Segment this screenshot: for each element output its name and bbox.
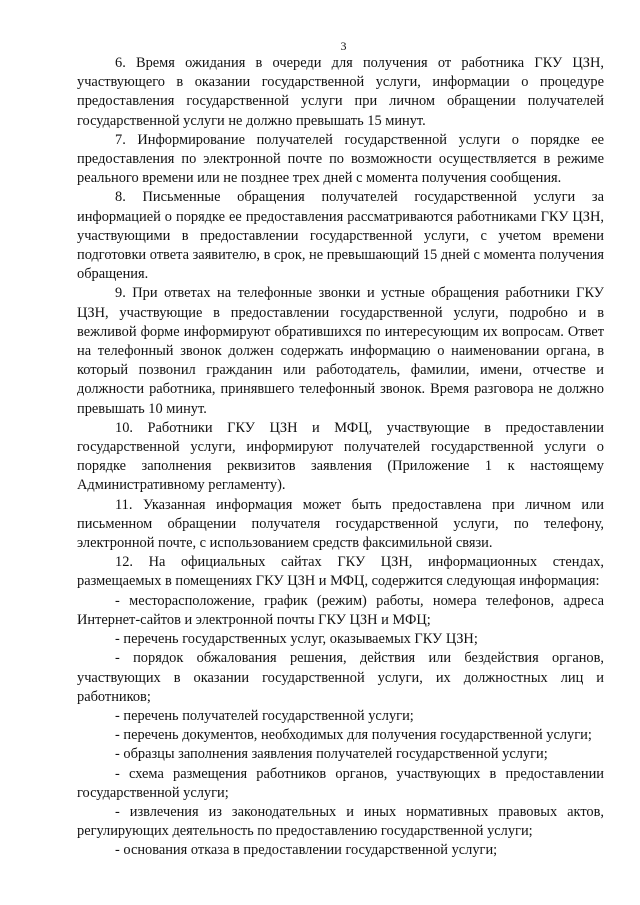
list-item: - основания отказа в предоставлении государственной услуги; (115, 842, 498, 859)
paragraph-12: 12. На официальных сайтах ГКУ ЦЗН, информационных стендах, размещаемых в помещениях ГКУ ЦЗН и МФЦ, содержится следующая информация: (77, 554, 604, 590)
list-item: - месторасположение, график (режим) работы, номера телефонов, адреса Интернет-сайтов и электронной почты ГКУ ЦЗН и МФЦ; (77, 592, 604, 628)
list-item: - перечень государственных услуг, оказываемых ГКУ ЦЗН; (115, 631, 478, 648)
paragraph-11: 11. Указанная информация может быть предоставлена при личном или письменном обращении получателя государственной услуги, по телефону, электронной почте, с использованием средств факсимильной связи. (77, 496, 604, 552)
page-number: 3 (340, 39, 347, 53)
list-item: - перечень документов, необходимых для получения государственной услуги; (115, 727, 592, 744)
list-item: - схема размещения работников органов, участвующих в предоставлении государственной услуги; (77, 765, 604, 801)
paragraph-9: 9. При ответах на телефонные звонки и устные обращения работники ГКУ ЦЗН, участвующие в предоставлении государственной услуги, подробно и в вежливой форме информируют обратившихся по интересующим их вопросам. Ответ на телефонный звонок должен содержать информацию о наименовании органа, в который позвонил гражданин или работодатель, фамилии, имени, отчестве и должности работника, принявшего телефонный звонок. Время разговора не должно превышать 10 минут. (77, 285, 604, 417)
list-item: - образцы заполнения заявления получателей государственной услуги; (115, 746, 548, 763)
paragraph-6: 6. Время ожидания в очереди для получения от работника ГКУ ЦЗН, участвующего в оказании государственной услуги, информации о процедуре предоставления государственной услуги при личном обращении получателей государственной услуги не должно превышать 15 минут. (77, 55, 604, 129)
paragraph-8: 8. Письменные обращения получателей государственной услуги за информацией о порядке ее предоставления рассматриваются работниками ГКУ ЦЗН, участвующими в предоставлении государственной услуги, с учетом времени подготовки ответа заявителю, в срок, не превышающий 15 дней с момента получения обращения. (77, 189, 604, 283)
paragraph-7: 7. Информирование получателей государственной услуги о порядке ее предоставления по электронной почте по возможности осуществляется в режиме реального времени или не позднее трех дней с момента получения сообщения. (77, 131, 604, 187)
list-item: - извлечения из законодательных и иных нормативных правовых актов, регулирующих деятельность по предоставлению государственной услуги; (77, 803, 604, 840)
paragraph-10: 10. Работники ГКУ ЦЗН и МФЦ, участвующие в предоставлении государственной услуги, информируют получателей государственной услуги о порядке заполнения реквизитов заявления (Приложение 1 к настоящему Административному регламенту). (77, 419, 604, 494)
list-item: - перечень получателей государственной услуги; (115, 707, 414, 724)
list-item: - порядок обжалования решения, действия или бездействия органов, участвующих в оказании государственной услуги, их должностных лиц и работников; (77, 650, 604, 705)
